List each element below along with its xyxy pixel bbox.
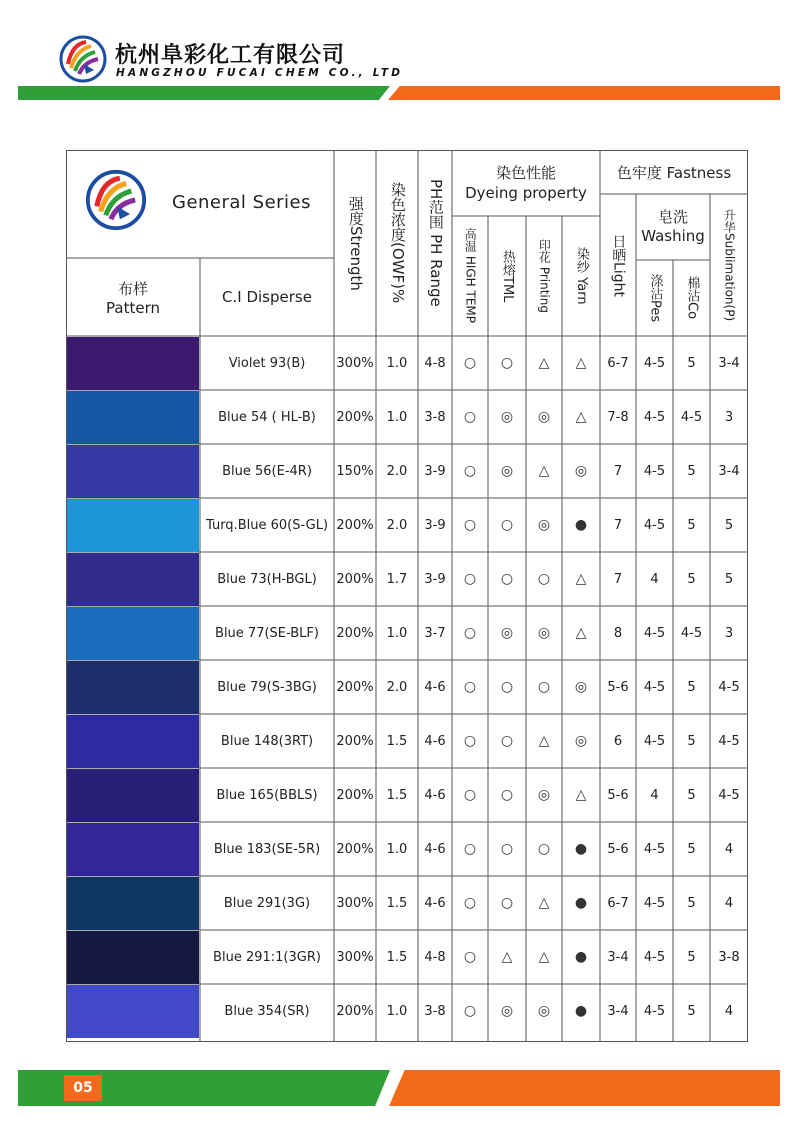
cell-name: Turq.Blue 60(S-GL) (205, 517, 329, 533)
cell-strength: 200% (336, 409, 374, 425)
cell-ph: 4-6 (424, 679, 446, 695)
color-swatch (67, 607, 199, 660)
color-swatch (67, 499, 199, 552)
cell-name: Blue 148(3RT) (220, 733, 314, 749)
color-swatch (67, 823, 199, 876)
cell-light: 6 (613, 733, 623, 749)
cell-light: 3-4 (607, 1003, 629, 1019)
cell-strength: 200% (336, 1003, 374, 1019)
cell-sub: 4-5 (718, 679, 740, 695)
color-swatch (67, 769, 199, 822)
cell-light: 7-8 (607, 409, 629, 425)
cell-ph: 4-6 (424, 733, 446, 749)
cell-strength: 150% (336, 463, 374, 479)
header-high-temp: 高温 HIGH TEMP (463, 228, 478, 324)
cell-printing: △ (538, 949, 550, 965)
color-swatch (67, 985, 199, 1038)
company-name-en: HANGZHOU FUCAI CHEM CO., LTD (116, 67, 404, 79)
cell-printing: ◎ (537, 1003, 551, 1019)
cell-co: 5 (687, 679, 696, 695)
cell-sub: 5 (724, 517, 734, 533)
cell-ph: 3-8 (424, 1003, 446, 1019)
cell-pes: 4-5 (643, 949, 666, 965)
cell-ht: ○ (463, 1003, 477, 1019)
header-light: 日晒Light (610, 233, 627, 297)
cell-light: 7 (613, 517, 623, 533)
cell-pes: 4-5 (643, 355, 666, 371)
cell-owf: 2.0 (386, 679, 408, 695)
series-title: General Series (172, 192, 312, 213)
cell-strength: 200% (336, 679, 374, 695)
cell-name: Blue 77(SE-BLF) (215, 625, 319, 641)
cell-pes: 4 (650, 571, 659, 587)
cell-tml: ◎ (500, 463, 514, 479)
cell-yarn: ● (574, 949, 588, 965)
cell-co: 5 (687, 571, 696, 587)
series-logo-icon (84, 168, 148, 232)
cell-co: 5 (687, 787, 696, 803)
cell-printing: ○ (537, 679, 551, 695)
cell-yarn: △ (575, 409, 587, 425)
footer-orange-bar (389, 1070, 780, 1106)
cell-sub: 3-4 (718, 355, 740, 371)
cell-ht: ○ (463, 787, 477, 803)
cell-name: Blue 354(SR) (224, 1003, 310, 1019)
cell-printing: ○ (537, 571, 551, 587)
cell-ph: 3-9 (424, 517, 446, 533)
color-swatch (67, 391, 199, 444)
cell-printing: ◎ (537, 625, 551, 641)
cell-printing: ◎ (537, 409, 551, 425)
cell-owf: 1.7 (386, 571, 408, 587)
header-pes: 涤沾Pes (647, 273, 663, 323)
cell-sub: 3-8 (718, 949, 740, 965)
cell-owf: 1.5 (386, 949, 408, 965)
cell-tml: ○ (500, 355, 514, 371)
cell-owf: 1.5 (386, 733, 408, 749)
cell-co: 5 (687, 895, 696, 911)
cell-co: 5 (687, 841, 696, 857)
cell-strength: 300% (336, 895, 374, 911)
cell-co: 5 (687, 733, 696, 749)
header-orange-bar (388, 86, 780, 100)
color-swatch (67, 877, 199, 930)
cell-ht: ○ (463, 463, 477, 479)
cell-sub: 4-5 (718, 733, 740, 749)
cell-tml: ○ (500, 895, 514, 911)
cell-tml: ○ (500, 841, 514, 857)
cell-ph: 3-8 (424, 409, 446, 425)
cell-co: 5 (687, 517, 696, 533)
cell-pes: 4-5 (643, 1003, 666, 1019)
header-washing: 皂洗 Washing (641, 207, 705, 245)
cell-yarn: ● (574, 517, 588, 533)
cell-light: 6-7 (607, 895, 629, 911)
cell-sub: 3 (724, 625, 734, 641)
cell-owf: 1.0 (386, 841, 408, 857)
cell-name: Blue 73(H-BGL) (217, 571, 317, 587)
cell-light: 5-6 (607, 679, 629, 695)
cell-printing: △ (538, 463, 550, 479)
header-strength: 强度Strength (346, 195, 365, 291)
header-sublimation: 升华Sublimation(P) (722, 208, 737, 322)
cell-owf: 1.5 (386, 787, 408, 803)
header-green-bar (18, 86, 390, 100)
cell-owf: 2.0 (386, 463, 408, 479)
color-swatch (67, 931, 199, 984)
cell-tml: ◎ (500, 409, 514, 425)
color-swatch (67, 661, 199, 714)
cell-tml: ○ (500, 787, 514, 803)
cell-printing: ◎ (537, 787, 551, 803)
cell-pes: 4-5 (643, 409, 666, 425)
header-co: 棉沾Co (684, 276, 700, 320)
cell-co: 5 (687, 355, 696, 371)
header-dyeing-property: 染色性能 Dyeing property (465, 163, 587, 202)
cell-pes: 4-5 (643, 841, 666, 857)
cell-printing: ◎ (537, 517, 551, 533)
cell-tml: ○ (500, 733, 514, 749)
color-swatch (67, 445, 199, 498)
cell-co: 5 (687, 463, 696, 479)
cell-pes: 4-5 (643, 895, 666, 911)
header-owf: 染色浓度(OWF)% (388, 182, 407, 304)
cell-yarn: ● (574, 895, 588, 911)
cell-yarn: ◎ (574, 733, 588, 749)
cell-light: 5-6 (607, 841, 629, 857)
company-logo-icon (58, 34, 108, 84)
header-tml: 热熔TML (499, 249, 515, 303)
header-printing: 印花 Printing (537, 239, 552, 313)
cell-tml: ○ (500, 571, 514, 587)
cell-yarn: ◎ (574, 679, 588, 695)
cell-light: 3-4 (607, 949, 629, 965)
cell-ht: ○ (463, 355, 477, 371)
cell-owf: 1.0 (386, 355, 408, 371)
cell-sub: 3-4 (718, 463, 740, 479)
cell-sub: 5 (724, 571, 734, 587)
cell-pes: 4-5 (643, 733, 666, 749)
cell-co: 5 (687, 949, 696, 965)
cell-yarn: △ (575, 787, 587, 803)
cell-ht: ○ (463, 949, 477, 965)
cell-printing: △ (538, 895, 550, 911)
cell-yarn: △ (575, 571, 587, 587)
cell-ht: ○ (463, 409, 477, 425)
header-yarn: 染纱 Yarn (573, 247, 589, 305)
color-swatch (67, 715, 199, 768)
cell-strength: 300% (336, 355, 374, 371)
cell-owf: 1.0 (386, 1003, 408, 1019)
header-ci-disperse: C.I Disperse (222, 288, 312, 306)
cell-ph: 3-9 (424, 571, 446, 587)
cell-tml: △ (501, 949, 513, 965)
cell-ph: 4-8 (424, 949, 446, 965)
cell-tml: ◎ (500, 1003, 514, 1019)
cell-sub: 3 (724, 409, 734, 425)
cell-name: Blue 56(E-4R) (222, 463, 312, 479)
cell-strength: 200% (336, 517, 374, 533)
cell-name: Blue 291:1(3GR) (213, 949, 321, 965)
cell-ph: 4-6 (424, 787, 446, 803)
cell-pes: 4-5 (643, 517, 666, 533)
cell-light: 7 (613, 571, 623, 587)
cell-yarn: ● (574, 1003, 588, 1019)
cell-co: 4-5 (680, 625, 703, 641)
cell-pes: 4-5 (643, 625, 666, 641)
cell-owf: 1.5 (386, 895, 408, 911)
cell-yarn: ◎ (574, 463, 588, 479)
cell-ht: ○ (463, 895, 477, 911)
cell-tml: ○ (500, 517, 514, 533)
cell-printing: ○ (537, 841, 551, 857)
cell-co: 5 (687, 1003, 696, 1019)
cell-light: 5-6 (607, 787, 629, 803)
color-swatch (67, 337, 199, 390)
page-number: 05 (64, 1075, 102, 1101)
color-swatch (67, 553, 199, 606)
cell-yarn: ● (574, 841, 588, 857)
cell-ph: 4-6 (424, 841, 446, 857)
cell-strength: 200% (336, 841, 374, 857)
cell-name: Violet 93(B) (228, 355, 306, 371)
cell-sub: 4-5 (718, 787, 740, 803)
cell-pes: 4-5 (643, 463, 666, 479)
cell-ht: ○ (463, 733, 477, 749)
cell-tml: ○ (500, 679, 514, 695)
company-name-cn: 杭州阜彩化工有限公司 (115, 43, 346, 68)
cell-name: Blue 291(3G) (223, 895, 311, 911)
cell-light: 8 (613, 625, 623, 641)
company-brand (58, 34, 404, 84)
cell-ht: ○ (463, 517, 477, 533)
cell-sub: 4 (724, 895, 734, 911)
cell-co: 4-5 (680, 409, 703, 425)
cell-ht: ○ (463, 679, 477, 695)
cell-ht: ○ (463, 841, 477, 857)
cell-ph: 4-6 (424, 895, 446, 911)
cell-strength: 300% (336, 949, 374, 965)
cell-light: 6-7 (607, 355, 629, 371)
cell-ht: ○ (463, 625, 477, 641)
cell-sub: 4 (724, 841, 734, 857)
cell-yarn: △ (575, 625, 587, 641)
cell-owf: 1.0 (386, 625, 408, 641)
header-pattern: 布样 Pattern (106, 279, 160, 317)
cell-name: Blue 54 ( HL-B) (218, 409, 316, 425)
cell-owf: 2.0 (386, 517, 408, 533)
cell-light: 7 (613, 463, 623, 479)
header-fastness: 色牢度 Fastness (616, 163, 732, 182)
cell-ph: 3-7 (424, 625, 446, 641)
cell-strength: 200% (336, 625, 374, 641)
header-ph-range: PH范围 PH Range (426, 179, 445, 307)
cell-pes: 4 (650, 787, 659, 803)
cell-ph: 3-9 (424, 463, 446, 479)
cell-strength: 200% (336, 571, 374, 587)
product-table (66, 150, 748, 1042)
cell-printing: △ (538, 355, 550, 371)
cell-ph: 4-8 (424, 355, 446, 371)
cell-name: Blue 165(BBLS) (216, 787, 318, 803)
cell-yarn: △ (575, 355, 587, 371)
cell-printing: △ (538, 733, 550, 749)
cell-sub: 4 (724, 1003, 734, 1019)
cell-strength: 200% (336, 787, 374, 803)
cell-owf: 1.0 (386, 409, 408, 425)
cell-pes: 4-5 (643, 679, 666, 695)
cell-ht: ○ (463, 571, 477, 587)
cell-tml: ◎ (500, 625, 514, 641)
cell-name: Blue 183(SE-5R) (213, 841, 321, 857)
cell-name: Blue 79(S-3BG) (217, 679, 317, 695)
cell-strength: 200% (336, 733, 374, 749)
